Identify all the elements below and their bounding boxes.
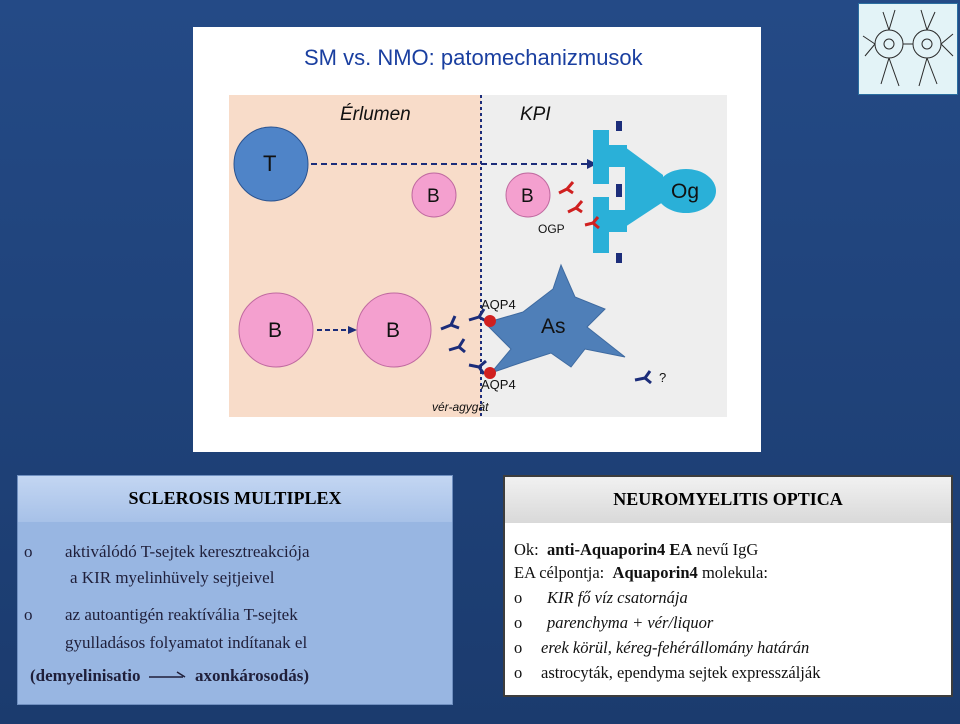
og-label: Og: [671, 180, 700, 203]
axon-segment-2: [616, 184, 622, 197]
question-mark: ?: [659, 370, 667, 385]
ms-panel-header: [18, 476, 452, 522]
nmo-bullet-3: o: [514, 638, 523, 657]
b-cell-bottom-left-label: B: [268, 319, 283, 342]
nmo-bullet-4: o: [514, 663, 523, 682]
nmo-panel-title: NEUROMYELITIS OPTICA: [613, 489, 843, 509]
kpi-label: KPI: [520, 104, 551, 125]
ogp-label: OGP: [538, 222, 565, 236]
ms-line-1: aktiválódó T-sejtek keresztreakciója: [65, 542, 310, 561]
nmo-bullet-2: o: [514, 613, 523, 632]
ms-line-5: [30, 666, 309, 686]
pathomechanism-figure: [193, 27, 761, 452]
aqp4-bottom-label: AQP4: [481, 377, 516, 392]
ms-line-2: a KIR myelinhüvely sejtjeivel: [70, 568, 275, 587]
nmo-item-3: erek körül, kéreg-fehérállomány határán: [541, 638, 810, 657]
figure-svg: [193, 27, 761, 452]
nmo-cause-rest: nevű IgG: [696, 540, 759, 559]
ms-line-3: az autoantigén reaktívália T-sejtek: [65, 605, 298, 624]
astrocyte-label: As: [541, 315, 566, 338]
b-cell-top-right-label: B: [521, 186, 534, 207]
nmo-target-label: EA célpontja:: [514, 563, 605, 582]
nmo-target-bold: Aquaporin4: [612, 563, 698, 582]
nmo-panel-header: [505, 477, 951, 523]
erlumen-label: Érlumen: [340, 104, 411, 125]
ms-line-5-b: axonkárosodás): [195, 666, 309, 685]
nmo-target-rest: molekula:: [701, 563, 768, 582]
nmo-item-2: parenchyma + vér/liquor: [547, 613, 714, 632]
myelin-junction-top: [605, 145, 627, 167]
right-arrow-icon: [145, 669, 191, 681]
axon-segment-1: [616, 121, 622, 131]
figure-title: SM vs. NMO: patomechanizmusok: [304, 45, 643, 70]
ms-line-5-a: (demyelinisatio: [30, 666, 141, 685]
b-cell-bottom-mid-label: B: [386, 319, 401, 342]
b-cell-top-left-label: B: [427, 186, 440, 207]
aqp4-dot-top: [484, 315, 496, 327]
ms-panel: [17, 475, 453, 705]
nmo-target-line: [514, 563, 768, 583]
nmo-item-4: astrocyták, ependyma sejtek expresszálják: [541, 663, 821, 682]
nmo-panel: [503, 475, 953, 697]
ms-bullet-2: o: [24, 605, 33, 624]
myelin-junction-bottom: [605, 210, 627, 232]
axon-segment-3: [616, 253, 622, 263]
ms-bullet-1: o: [24, 542, 33, 561]
nmo-panel-body: [505, 523, 951, 695]
neuron-logo-art: [859, 4, 957, 94]
ms-panel-title: SCLEROSIS MULTIPLEX: [128, 488, 342, 508]
nmo-bullet-1: o: [514, 588, 523, 607]
neuron-logo: [858, 3, 958, 95]
nmo-item-1: KIR fő víz csatornája: [547, 588, 688, 607]
aqp4-top-label: AQP4: [481, 297, 516, 312]
nmo-cause-antibody: anti-Aquaporin4 EA: [547, 540, 693, 559]
nmo-cause-label: Ok:: [514, 540, 539, 559]
t-cell-label: T: [263, 151, 277, 176]
nmo-cause-line: [514, 540, 758, 560]
ms-line-4: gyulladásos folyamatot indítanak el: [65, 633, 308, 652]
barrier-label: vér-agygát: [432, 400, 489, 414]
